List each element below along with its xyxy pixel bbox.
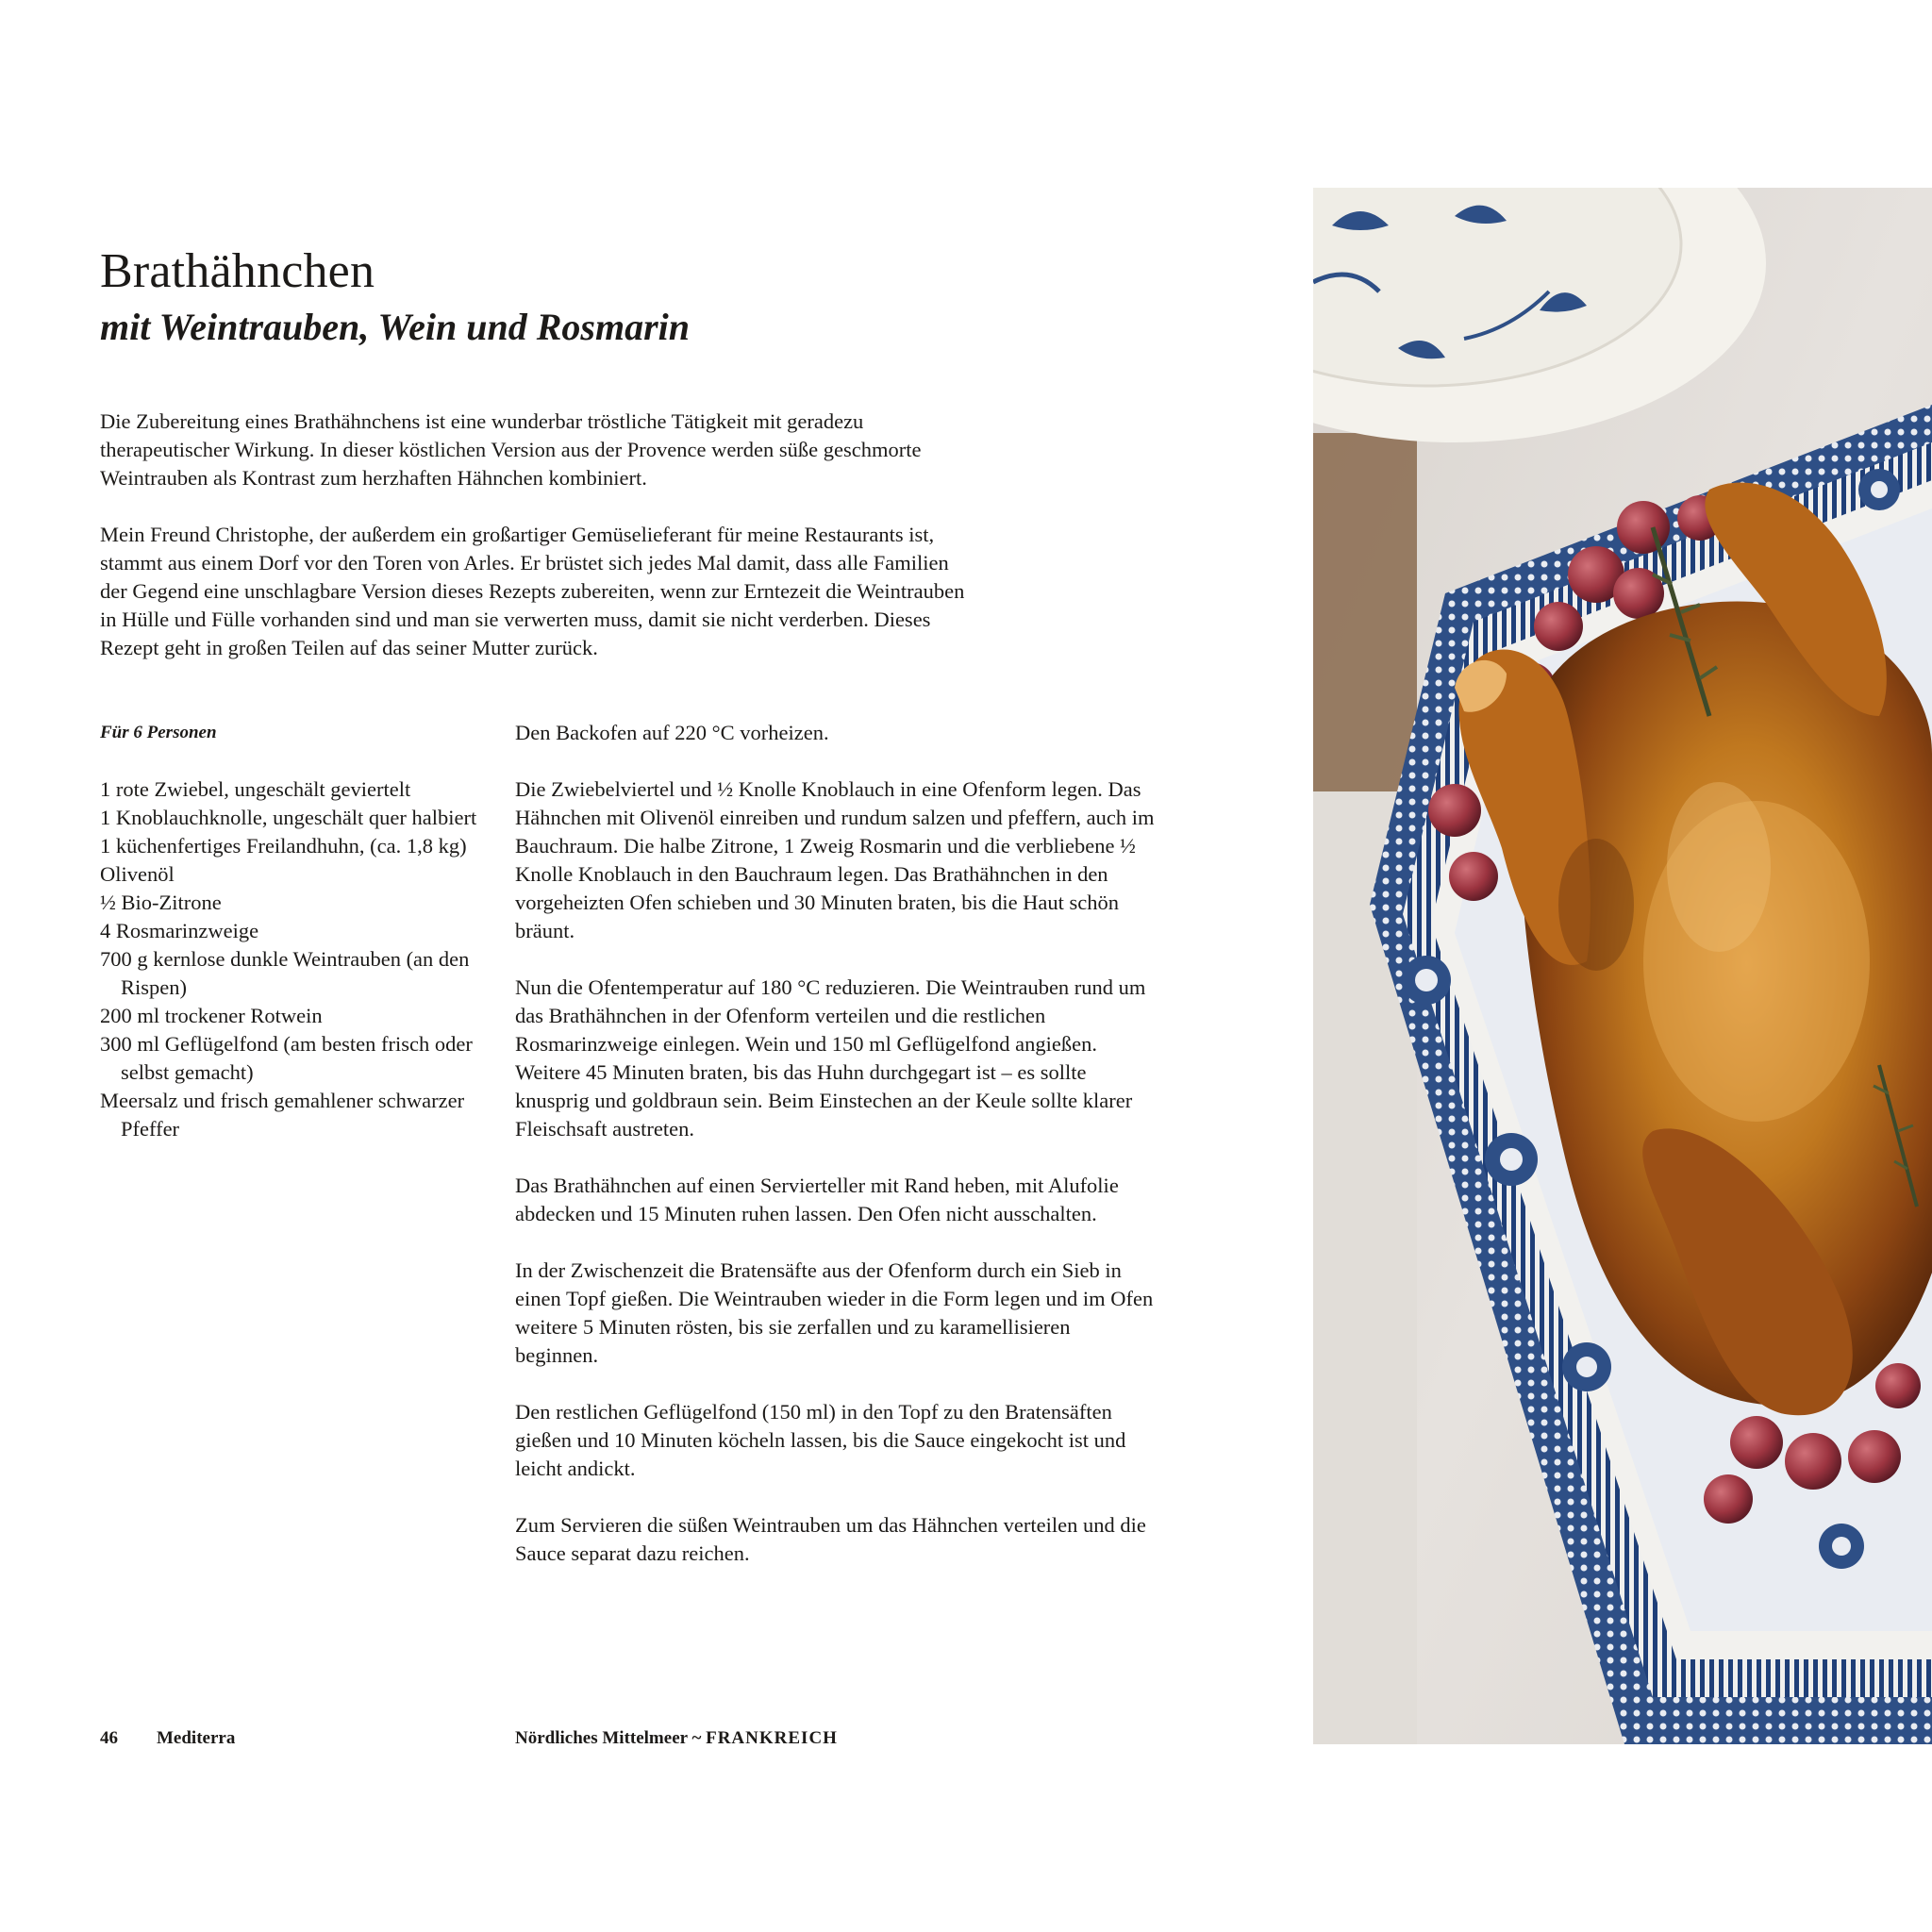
method-step: Den restlichen Geflügelfond (150 ml) in den Topf zu den Bratensäften gießen und 10 Minuten köcheln lassen, bis die Sauce eingekocht ist und leicht andickt. [515, 1400, 1126, 1480]
method-step: Den Backofen auf 220 °C vorheizen. [515, 721, 829, 744]
ingredient-item: 700 g kernlose dunkle Weintrauben (an den Rispen) [100, 947, 470, 999]
ingredient-item: 200 ml trockener Rotwein [100, 1004, 323, 1027]
section-separator: ~ [691, 1728, 702, 1748]
method-step: Zum Servieren die süßen Weintrauben um das Hähnchen verteilen und die Sauce separat dazu reichen. [515, 1513, 1146, 1565]
ingredient-item: 4 Rosmarinzweige [100, 919, 259, 942]
section-label [515, 1726, 838, 1751]
ingredient-item: Meersalz und frisch gemahlener schwarzer Pfeffer [100, 1089, 465, 1141]
method-steps [515, 719, 1157, 1596]
recipe-subtitle: mit Weintrauben, Wein und Rosmarin [100, 306, 691, 348]
intro-paragraph: Mein Freund Christophe, der außerdem ein großartiger Gemüselieferant für meine Restaurants ist, stammt aus einem Dorf vor den Toren von Arles. Er brüstet sich jedes Mal damit, dass alle Familien der Gegend eine unschlagbare Version dieses Rezepts zubereiten, wenn zur Erntezeit die Weintrauben in Hülle und Fülle vorhanden sind und man sie verwerten muss, damit sie nicht verderben. Dieses Rezept geht in großen Teilen auf das seiner Mutter zurück. [100, 523, 965, 659]
method-step: Das Brathähnchen auf einen Servierteller mit Rand heben, mit Alufolie abdecken und 15 Minuten ruhen lassen. Den Ofen nicht ausschalten. [515, 1174, 1119, 1225]
ingredient-item: 1 küchenfertiges Freilandhuhn, (ca. 1,8 kg) [100, 834, 467, 858]
ingredient-item: ½ Bio-Zitrone [100, 891, 222, 914]
method-step: In der Zwischenzeit die Bratensäfte aus der Ofenform durch ein Sieb in einen Topf gießen. Die Weintrauben wieder in die Form legen und im Ofen weitere 5 Minuten rösten, bis sie zerfallen und zu karamellisieren beginnen. [515, 1258, 1154, 1367]
ingredient-list [100, 775, 477, 1143]
servings-label: Für 6 Personen [100, 723, 217, 742]
page-number: 46 [100, 1728, 118, 1748]
recipe-intro [100, 408, 977, 691]
roast-chicken-photo-icon [1313, 188, 1932, 1744]
intro-paragraph: Die Zubereitung eines Brathähnchens ist eine wunderbar tröstliche Tätigkeit mit geradezu therapeutischer Wirkung. In dieser köstlichen Version aus der Provence werden süße geschmorte Weintrauben als Kontrast zum herzhaften Hähnchen kombiniert. [100, 409, 922, 490]
book-title: Mediterra [157, 1728, 236, 1748]
section-region: Nördliches Mittelmeer [515, 1728, 688, 1748]
ingredient-item: 1 rote Zwiebel, ungeschält geviertelt [100, 777, 411, 801]
recipe-title: Brathähnchen [100, 244, 375, 298]
ingredient-item: 300 ml Geflügelfond (am besten frisch oder selbst gemacht) [100, 1032, 473, 1084]
method-step: Die Zwiebelviertel und ½ Knolle Knoblauch in eine Ofenform legen. Das Hähnchen mit Olivenöl einreiben und rundum salzen und pfeffern, auch im Bauchraum. Die halbe Zitrone, 1 Zweig Rosmarin und die verbliebene ½ Knolle Knoblauch in den Bauchraum legen. Das Brathähnchen in den vorgeheizten Ofen schieben und 30 Minuten braten, bis die Haut schön bräunt. [515, 777, 1155, 942]
method-step: Nun die Ofentemperatur auf 180 °C reduzieren. Die Weintrauben rund um das Brathähnchen in der Ofenform verteilen und die restlichen Rosmarinzweige einlegen. Wein und 150 ml Geflügelfond angießen. Weitere 45 Minuten braten, bis das Huhn durchgegart ist – es sollte knusprig und goldbraun sein. Beim Einstechen an der Keule sollte klarer Fleischsaft austreten. [515, 975, 1146, 1141]
ingredient-item: Olivenöl [100, 862, 175, 886]
roast-chicken-photo [1313, 188, 1932, 1744]
section-country: FRANKREICH [706, 1728, 838, 1748]
ingredient-item: 1 Knoblauchknolle, ungeschält quer halbiert [100, 806, 477, 829]
